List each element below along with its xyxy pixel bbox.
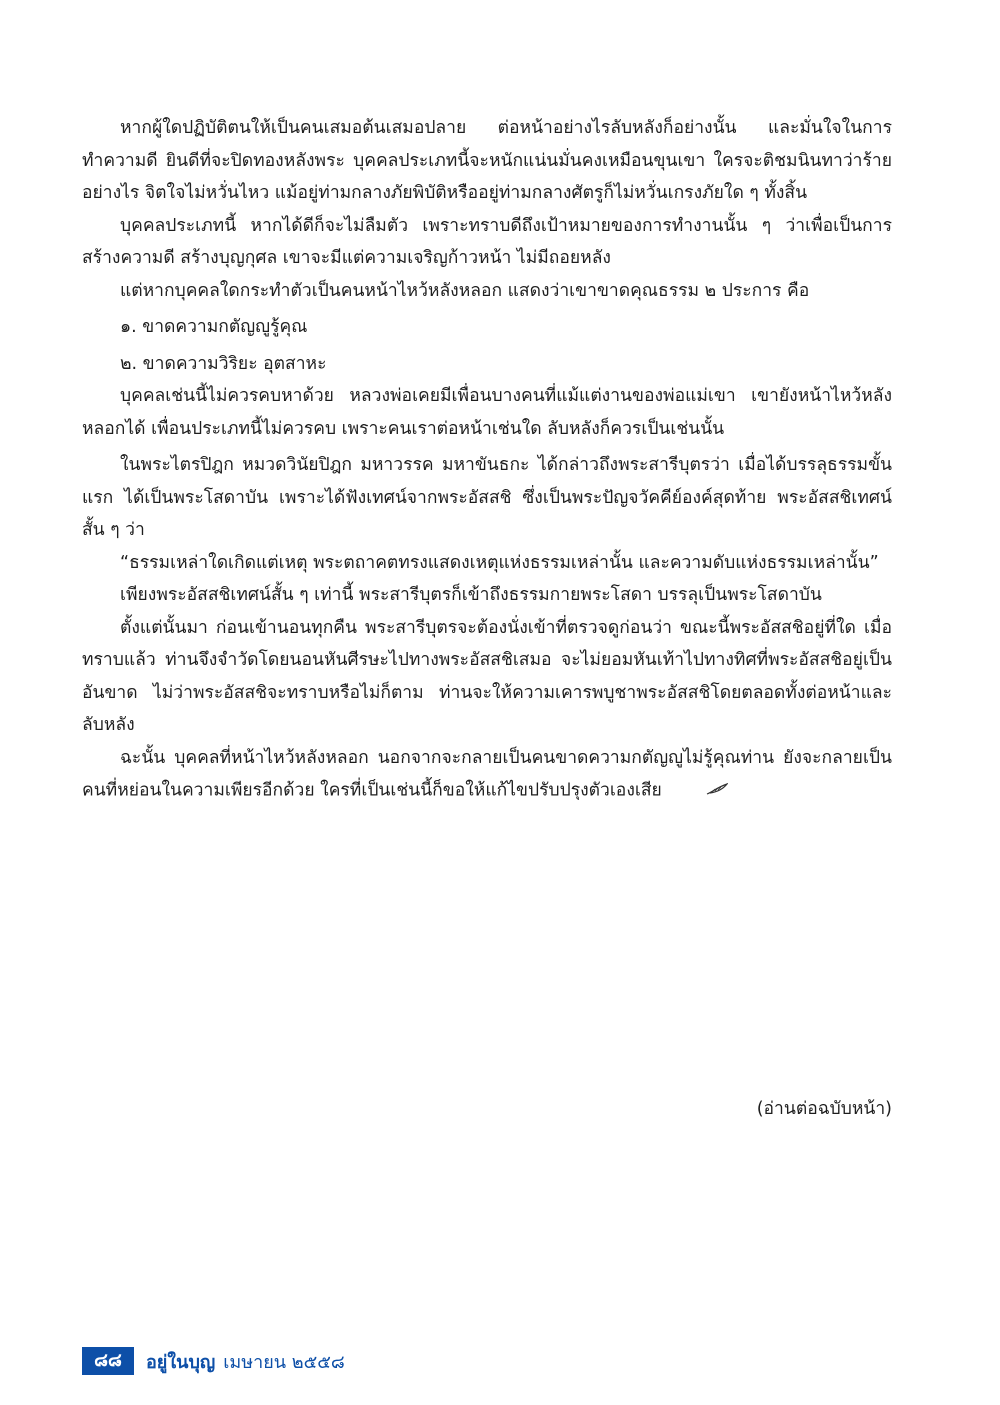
magazine-title: อยู่ในบุญ xyxy=(146,1351,216,1373)
list-item-2: ๒. ขาดความวิริยะ อุตสาหะ xyxy=(120,353,327,374)
page-number: ๘๘ xyxy=(82,1347,134,1375)
paragraph-9-text: ฉะนั้น บุคคลที่หน้าไหว้หลังหลอก นอกจากจะกลายเป็นคนขาดความกตัญญูไม่รู้คุณท่าน ยังจะกลายเป็นคนที่หย่อนในความเพียรอีกด้วย ใครที่เป็นเช่นนี้ก็ขอให้แก้ไขปรับปรุงตัวเองเสีย xyxy=(82,747,892,801)
page-footer xyxy=(82,1347,345,1375)
paragraph-5: ในพระไตรปิฎก หมวดวินัยปิฎก มหาวรรค มหาขันธกะ ได้กล่าวถึงพระสารีบุตรว่า เมื่อได้บรรลุธรรมขั้นแรก ได้เป็นพระโสดาบัน เพราะได้ฟังเทศน์จากพระอัสสชิ ซึ่งเป็นพระปัญจวัคคีย์องค์สุดท้าย พระอัสสชิเทศน์สั้น ๆ ว่า xyxy=(82,455,892,540)
article-body xyxy=(82,112,892,807)
paragraph-9 xyxy=(82,742,892,807)
list-item-1: ๑. ขาดความกตัญญูรู้คุณ xyxy=(120,317,308,337)
paragraph-1: หากผู้ใดปฏิบัติตนให้เป็นคนเสมอต้นเสมอปลาย ต่อหน้าอย่างไรลับหลังก็อย่างนั้น และมั่นใจในการทำความดี ยินดีที่จะปิดทองหลังพระ บุคคลประเภทนี้จะหนักแน่นมั่นคงเหมือนขุนเขา ใครจะติชมนินทาว่าร้ายอย่างไร จิตใจไม่หวั่นไหว แม้อยู่ท่ามกลางภัยพิบัติหรืออยู่ท่ามกลางศัตรูก็ไม่หวั่นเกรงภัยใด ๆ ทั้งสิ้น xyxy=(82,118,892,203)
paragraph-7: เพียงพระอัสสชิเทศน์สั้น ๆ เท่านี้ พระสารีบุตรก็เข้าถึงธรรมกายพระโสดา บรรลุเป็นพระโสดาบัน xyxy=(120,585,822,605)
paragraph-3: แต่หากบุคคลใดกระทำตัวเป็นคนหน้าไหว้หลังหลอก แสดงว่าเขาขาดคุณธรรม ๒ ประการ คือ xyxy=(120,280,810,301)
feather-quill-icon xyxy=(668,774,728,807)
issue-date: เมษายน ๒๕๕๘ xyxy=(223,1351,345,1373)
paragraph-2: บุคคลประเภทนี้ หากได้ดีก็จะไม่ลืมตัว เพราะทราบดีถึงเป้าหมายของการทำงานนั้น ๆ ว่าเพื่อเป็นการสร้างความดี สร้างบุญกุศล เขาจะมีแต่ความเจริญก้าวหน้า ไม่มีถอยหลัง xyxy=(82,215,892,268)
paragraph-4: บุคคลเช่นนี้ไม่ควรคบหาด้วย หลวงพ่อเคยมีเพื่อนบางคนที่แม้แต่งานของพ่อแม่เขา เขายังหน้าไหว้หลังหลอกได้ เพื่อนประเภทนี้ไม่ควรคบ เพราะคนเราต่อหน้าเช่นใด ลับหลังก็ควรเป็นเช่นนั้น xyxy=(82,386,892,439)
continued-next-issue-note: (อ่านต่อฉบับหน้า) xyxy=(756,1099,892,1119)
paragraph-8: ตั้งแต่นั้นมา ก่อนเข้านอนทุกคืน พระสารีบุตรจะต้องนั่งเข้าที่ตรวจดูก่อนว่า ขณะนี้พระอัสสชิอยู่ที่ใด เมื่อทราบแล้ว ท่านจึงจำวัดโดยนอนหันศีรษะไปทางพระอัสสชิเสมอ จะไม่ยอมหันเท้าไปทางทิศที่พระอัสสชิอยู่เป็นอันขาด ไม่ว่าพระอัสสชิจะทราบหรือไม่ก็ตาม ท่านจะให้ความเคารพบูชาพระอัสสชิโดยตลอดทั้งต่อหน้าและลับหลัง xyxy=(82,617,892,735)
quote-paragraph: “ธรรมเหล่าใดเกิดแต่เหตุ พระตถาคตทรงแสดงเหตุแห่งธรรมเหล่านั้น และความดับแห่งธรรมเหล่านั้น” xyxy=(120,552,879,573)
